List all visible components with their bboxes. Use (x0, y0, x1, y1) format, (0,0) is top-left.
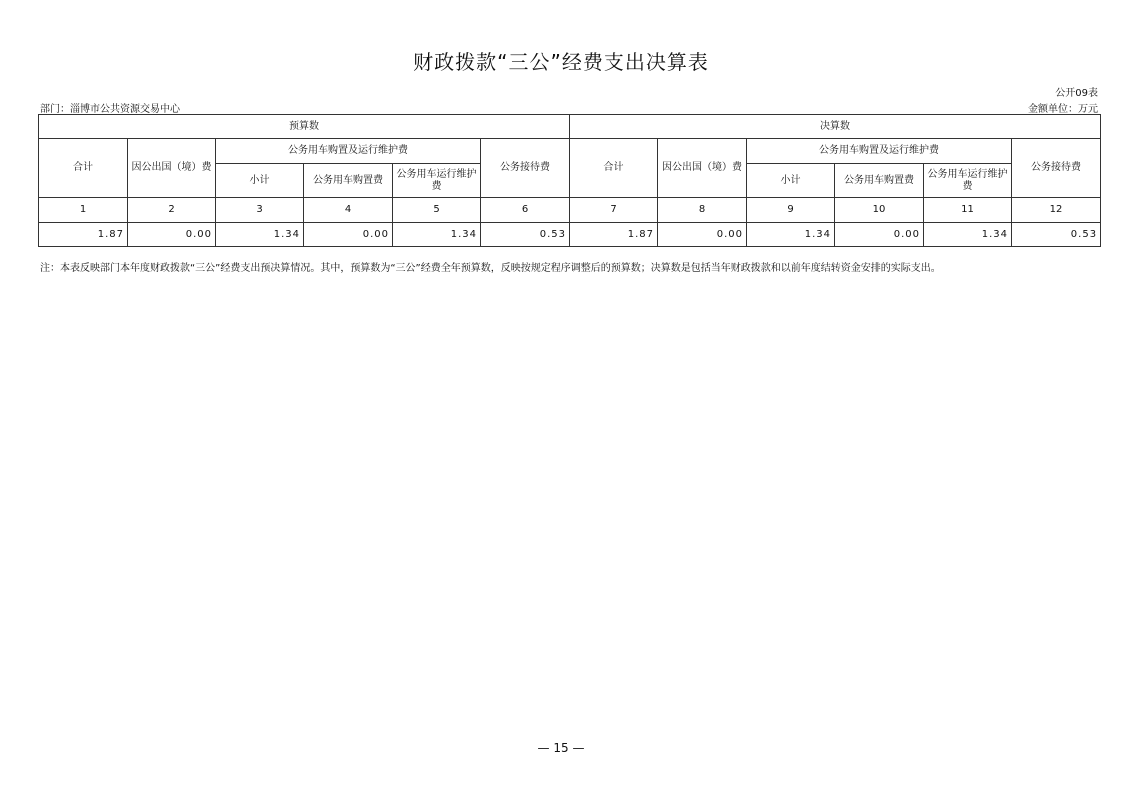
column-number: 10 (835, 198, 924, 223)
final-group-header: 决算数 (570, 115, 1101, 139)
column-number: 5 (393, 198, 481, 223)
page-number: — 15 — (537, 741, 585, 755)
column-number: 12 (1012, 198, 1101, 223)
table-note: 注：本表反映部门本年度财政拨款“三公”经费支出预决算情况。其中，预算数为“三公”经费全年预算数，反映按规定程序调整后的预算数；决算数是包括当年财政拨款和以前年度结转资金安排的实际支出。 (40, 263, 941, 274)
final-subtotal-value: 1.34 (747, 223, 835, 247)
unit-label: 金额单位：万元 (1028, 104, 1098, 115)
final-total-value: 1.87 (570, 223, 658, 247)
header-row (39, 139, 1101, 164)
column-number: 1 (39, 198, 128, 223)
budget-subtotal-header: 小计 (216, 164, 304, 198)
budget-vehicle-purchase-header: 公务用车购置费 (304, 164, 393, 198)
final-vehicle-operation-value: 1.34 (924, 223, 1012, 247)
form-number: 公开09表 (1055, 88, 1098, 99)
budget-subtotal-value: 1.34 (216, 223, 304, 247)
column-number: 11 (924, 198, 1012, 223)
budget-vehicle-operation-header: 公务用车运行维护费 (393, 164, 481, 198)
final-vehicle-group-header: 公务用车购置及运行维护费 (747, 139, 1012, 164)
final-abroad-header: 因公出国（境）费 (658, 139, 747, 198)
column-number: 4 (304, 198, 393, 223)
budget-reception-header: 公务接待费 (481, 139, 570, 198)
final-total-header: 合计 (570, 139, 658, 198)
budget-abroad-header: 因公出国（境）费 (128, 139, 216, 198)
expenditure-table (38, 114, 1101, 247)
budget-vehicle-operation-value: 1.34 (393, 223, 481, 247)
final-abroad-value: 0.00 (658, 223, 747, 247)
budget-vehicle-group-header: 公务用车购置及运行维护费 (216, 139, 481, 164)
final-vehicle-purchase-header: 公务用车购置费 (835, 164, 924, 198)
final-vehicle-purchase-value: 0.00 (835, 223, 924, 247)
budget-total-value: 1.87 (39, 223, 128, 247)
final-vehicle-operation-header: 公务用车运行维护费 (924, 164, 1012, 198)
column-number: 6 (481, 198, 570, 223)
budget-total-header: 合计 (39, 139, 128, 198)
column-number: 8 (658, 198, 747, 223)
column-number: 7 (570, 198, 658, 223)
department-label: 部门：淄博市公共资源交易中心 (40, 104, 180, 115)
group-header-row (39, 115, 1101, 139)
column-number: 3 (216, 198, 304, 223)
final-subtotal-header: 小计 (747, 164, 835, 198)
column-number-row (39, 198, 1101, 223)
final-reception-header: 公务接待费 (1012, 139, 1101, 198)
budget-abroad-value: 0.00 (128, 223, 216, 247)
value-row (39, 223, 1101, 247)
page-title: 财政拨款“三公”经费支出决算表 (413, 50, 709, 74)
budget-reception-value: 0.53 (481, 223, 570, 247)
budget-group-header: 预算数 (39, 115, 570, 139)
column-number: 9 (747, 198, 835, 223)
column-number: 2 (128, 198, 216, 223)
budget-vehicle-purchase-value: 0.00 (304, 223, 393, 247)
final-reception-value: 0.53 (1012, 223, 1101, 247)
